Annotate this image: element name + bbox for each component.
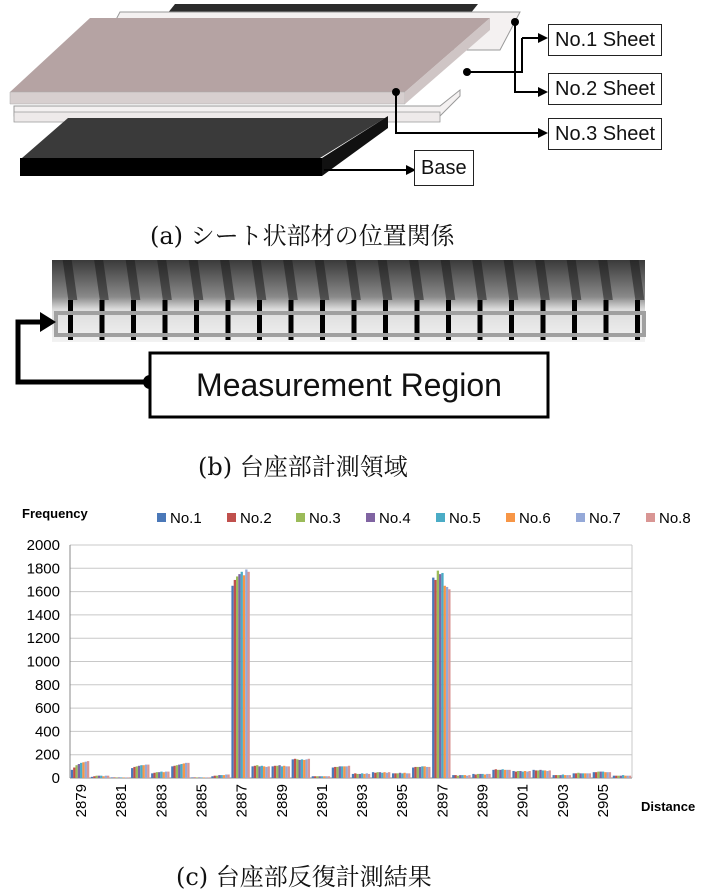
bar bbox=[223, 775, 225, 778]
bar bbox=[241, 572, 243, 778]
bar bbox=[352, 774, 354, 778]
y-tick-label: 600 bbox=[34, 700, 60, 718]
bar bbox=[542, 770, 544, 778]
bar bbox=[620, 776, 622, 778]
bar bbox=[524, 771, 526, 778]
bar bbox=[285, 766, 287, 778]
bar bbox=[399, 773, 401, 778]
bar bbox=[557, 775, 559, 778]
bar bbox=[265, 767, 267, 778]
x-tick-label: 2887 bbox=[233, 784, 251, 818]
bar bbox=[374, 773, 376, 778]
bar bbox=[441, 573, 443, 778]
bar bbox=[497, 770, 499, 778]
x-tick-label: 2903 bbox=[554, 784, 572, 818]
bar bbox=[272, 766, 274, 778]
bar bbox=[276, 766, 278, 778]
bar bbox=[127, 777, 129, 778]
bar bbox=[73, 768, 75, 778]
bar bbox=[156, 772, 158, 778]
bar bbox=[472, 774, 474, 778]
x-tick-label: 2885 bbox=[193, 784, 211, 818]
bar bbox=[408, 773, 410, 778]
bar bbox=[303, 760, 305, 778]
bar bbox=[432, 578, 434, 778]
bar bbox=[577, 773, 579, 778]
legend-label: No.4 bbox=[379, 510, 411, 527]
bar bbox=[604, 772, 606, 778]
bar bbox=[383, 772, 385, 778]
bar bbox=[238, 574, 240, 778]
bar bbox=[421, 766, 423, 778]
y-tick-label: 200 bbox=[34, 746, 60, 764]
bar bbox=[414, 767, 416, 778]
bar bbox=[191, 777, 193, 778]
y-tick-label: 1200 bbox=[26, 630, 60, 648]
bar bbox=[261, 766, 263, 778]
bar bbox=[439, 574, 441, 778]
legend-swatch bbox=[506, 513, 515, 522]
bar bbox=[158, 772, 160, 778]
bar bbox=[495, 769, 497, 778]
legend-label: No.1 bbox=[170, 510, 202, 527]
bar bbox=[346, 766, 348, 778]
legend-swatch bbox=[157, 513, 166, 522]
base-plate-face bbox=[22, 118, 385, 158]
bar bbox=[75, 765, 77, 778]
x-tick-label: 2901 bbox=[514, 784, 532, 818]
bar bbox=[183, 763, 185, 778]
bar bbox=[334, 767, 336, 778]
bar bbox=[105, 776, 107, 778]
legend-label: No.6 bbox=[519, 510, 551, 527]
bar bbox=[544, 770, 546, 778]
bar bbox=[133, 767, 135, 778]
bar bbox=[82, 762, 84, 778]
bar bbox=[424, 766, 426, 778]
bar bbox=[401, 773, 403, 778]
label-sheet3: No.3 Sheet bbox=[548, 118, 662, 150]
bar bbox=[535, 770, 537, 778]
bar bbox=[205, 777, 207, 778]
grid-lines bbox=[70, 545, 632, 778]
bar bbox=[125, 777, 127, 778]
y-tick-label: 800 bbox=[34, 676, 60, 694]
y-tick-labels bbox=[27, 537, 60, 787]
bar bbox=[403, 773, 405, 778]
bar bbox=[348, 766, 350, 778]
bar bbox=[506, 770, 508, 778]
bar bbox=[368, 774, 370, 778]
bar bbox=[131, 768, 133, 778]
bar bbox=[602, 772, 604, 778]
y-tick-label: 1800 bbox=[26, 560, 60, 578]
bar bbox=[136, 766, 138, 778]
bar bbox=[372, 772, 374, 778]
y-tick-label: 1000 bbox=[26, 653, 60, 671]
bar bbox=[140, 765, 142, 778]
bar bbox=[475, 775, 477, 778]
bar bbox=[194, 777, 196, 778]
bar bbox=[356, 774, 358, 778]
bar bbox=[459, 775, 461, 778]
bar bbox=[91, 777, 93, 778]
label-base: Base bbox=[414, 150, 474, 186]
bar bbox=[580, 773, 582, 778]
bar bbox=[593, 772, 595, 778]
bar bbox=[508, 770, 510, 778]
caption-b: (b) 台座部計測領域 bbox=[198, 453, 408, 481]
bar bbox=[294, 759, 296, 778]
bar bbox=[332, 768, 334, 778]
bar bbox=[617, 776, 619, 778]
bar bbox=[388, 772, 390, 778]
bar bbox=[171, 766, 173, 778]
bar bbox=[274, 766, 276, 778]
bar bbox=[575, 773, 577, 778]
bar bbox=[323, 776, 325, 778]
bar bbox=[606, 772, 608, 778]
bar bbox=[85, 762, 87, 778]
bar bbox=[336, 767, 338, 778]
bar bbox=[582, 773, 584, 778]
bar bbox=[321, 776, 323, 778]
bar bbox=[216, 776, 218, 778]
bar bbox=[200, 777, 202, 778]
x-tick-label: 2883 bbox=[153, 784, 171, 818]
bar bbox=[292, 759, 294, 778]
x-tick-label: 2893 bbox=[354, 784, 372, 818]
bar bbox=[122, 777, 124, 778]
bar bbox=[256, 765, 258, 778]
bar bbox=[397, 773, 399, 778]
label-sheet1: No.1 Sheet bbox=[548, 24, 662, 56]
bar bbox=[377, 772, 379, 778]
bar bbox=[278, 765, 280, 778]
bar bbox=[444, 586, 446, 778]
bar bbox=[622, 775, 624, 778]
x-tick-label: 2905 bbox=[594, 784, 612, 818]
bar bbox=[589, 773, 591, 778]
bar bbox=[113, 777, 115, 778]
bar bbox=[301, 759, 303, 778]
bar bbox=[361, 773, 363, 778]
bar bbox=[597, 772, 599, 778]
bar bbox=[227, 775, 229, 778]
bar bbox=[245, 569, 247, 778]
bar bbox=[492, 770, 494, 778]
bar bbox=[595, 772, 597, 778]
bar bbox=[167, 772, 169, 778]
legend-swatch bbox=[646, 513, 655, 522]
bar bbox=[93, 776, 95, 778]
bar bbox=[412, 768, 414, 778]
bar bbox=[484, 775, 486, 778]
bar bbox=[251, 766, 253, 778]
legend-label: No.7 bbox=[589, 510, 621, 527]
bar bbox=[151, 773, 153, 778]
bar bbox=[203, 777, 205, 778]
bar bbox=[417, 767, 419, 778]
bar bbox=[283, 766, 285, 778]
legend-swatch bbox=[366, 513, 375, 522]
bar bbox=[312, 776, 314, 778]
bar bbox=[268, 766, 270, 778]
bar bbox=[198, 777, 200, 778]
legend-label: No.2 bbox=[240, 510, 272, 527]
bar bbox=[539, 770, 541, 778]
bar bbox=[78, 764, 80, 778]
x-tick-label: 2899 bbox=[474, 784, 492, 818]
bar bbox=[118, 777, 120, 778]
x-axis-title: Distance bbox=[641, 799, 696, 814]
bar bbox=[562, 775, 564, 778]
x-tick-label: 2897 bbox=[434, 784, 452, 818]
panel-a-figure bbox=[0, 0, 703, 200]
bar bbox=[236, 576, 238, 778]
bar bbox=[379, 772, 381, 778]
bar bbox=[566, 775, 568, 778]
bar bbox=[461, 775, 463, 778]
x-tick-label: 2889 bbox=[273, 784, 291, 818]
caption-a: (a) シート状部材の位置関係 bbox=[150, 222, 455, 250]
bar bbox=[102, 776, 104, 778]
bar bbox=[80, 763, 82, 778]
bar bbox=[448, 589, 450, 778]
bar bbox=[107, 776, 109, 778]
bar bbox=[468, 775, 470, 778]
bar bbox=[629, 776, 631, 778]
bar bbox=[627, 776, 629, 778]
bar bbox=[457, 776, 459, 778]
bar bbox=[546, 771, 548, 778]
bar bbox=[426, 767, 428, 778]
bar bbox=[160, 772, 162, 778]
bar bbox=[549, 770, 551, 778]
bar bbox=[234, 580, 236, 778]
bar bbox=[464, 775, 466, 778]
bar bbox=[187, 763, 189, 778]
bar bbox=[254, 766, 256, 778]
bar bbox=[185, 763, 187, 778]
bar bbox=[454, 775, 456, 778]
bar bbox=[584, 773, 586, 778]
bar bbox=[512, 771, 514, 778]
bar bbox=[308, 759, 310, 778]
legend-label: No.8 bbox=[659, 510, 691, 527]
bar bbox=[281, 766, 283, 778]
bar bbox=[100, 776, 102, 778]
bar bbox=[553, 775, 555, 778]
legend-label: No.3 bbox=[309, 510, 341, 527]
bar bbox=[258, 766, 260, 778]
bar bbox=[532, 770, 534, 778]
y-tick-label: 0 bbox=[51, 770, 60, 787]
bar bbox=[231, 586, 233, 778]
bar bbox=[248, 572, 250, 778]
bar bbox=[406, 773, 408, 778]
label-sheet2: No.2 Sheet bbox=[548, 73, 662, 105]
x-tick-label: 2879 bbox=[73, 784, 91, 818]
bar bbox=[529, 771, 531, 778]
bar bbox=[143, 765, 145, 778]
frequency-bar-chart bbox=[0, 495, 703, 855]
bar bbox=[221, 775, 223, 778]
bar bbox=[111, 777, 113, 778]
x-tick-label: 2881 bbox=[113, 784, 131, 818]
bar bbox=[522, 772, 524, 778]
bar bbox=[207, 777, 209, 778]
bar bbox=[343, 766, 345, 778]
bar bbox=[319, 776, 321, 778]
bar bbox=[419, 767, 421, 778]
bar bbox=[537, 770, 539, 778]
bar bbox=[381, 773, 383, 778]
legend-swatch bbox=[576, 513, 585, 522]
panel-b-figure bbox=[0, 255, 703, 430]
y-axis-title: Frequency bbox=[22, 506, 88, 521]
bar bbox=[243, 575, 245, 778]
panel-c-chart bbox=[0, 495, 703, 855]
y-tick-label: 1600 bbox=[26, 583, 60, 601]
bar bbox=[366, 773, 368, 778]
bars bbox=[71, 569, 631, 778]
bar bbox=[98, 776, 100, 778]
bar bbox=[479, 774, 481, 778]
measurement-region-label: Measurement Region bbox=[196, 367, 502, 403]
bar bbox=[180, 764, 182, 778]
bar bbox=[314, 776, 316, 778]
bar bbox=[218, 775, 220, 778]
bar bbox=[386, 773, 388, 778]
x-tick-labels bbox=[73, 784, 612, 817]
bar bbox=[328, 776, 330, 778]
bar bbox=[586, 773, 588, 778]
x-tick-label: 2891 bbox=[313, 784, 331, 818]
bar bbox=[363, 774, 365, 778]
bar bbox=[615, 776, 617, 778]
bar bbox=[173, 766, 175, 778]
bar bbox=[437, 571, 439, 778]
bar bbox=[354, 773, 356, 778]
bar bbox=[214, 776, 216, 778]
legend bbox=[157, 510, 691, 527]
legend-swatch bbox=[296, 513, 305, 522]
bar bbox=[477, 774, 479, 778]
bar bbox=[296, 759, 298, 778]
bar bbox=[196, 777, 198, 778]
y-tick-label: 1400 bbox=[26, 606, 60, 624]
bar bbox=[147, 765, 149, 778]
bar bbox=[519, 771, 521, 778]
bar bbox=[165, 772, 167, 778]
bar bbox=[559, 775, 561, 778]
bar bbox=[517, 771, 519, 778]
bar bbox=[609, 772, 611, 778]
bar bbox=[569, 775, 571, 778]
bar bbox=[325, 776, 327, 778]
y-tick-label: 2000 bbox=[26, 537, 60, 554]
bar bbox=[359, 774, 361, 778]
legend-swatch bbox=[227, 513, 236, 522]
bar bbox=[339, 766, 341, 778]
bar bbox=[299, 760, 301, 778]
bar bbox=[564, 775, 566, 778]
bar bbox=[555, 775, 557, 778]
bar bbox=[624, 776, 626, 778]
bar bbox=[446, 587, 448, 778]
bar bbox=[116, 777, 118, 778]
bar bbox=[466, 776, 468, 778]
bar bbox=[145, 765, 147, 778]
bar bbox=[153, 773, 155, 778]
bar bbox=[499, 770, 501, 778]
bar bbox=[316, 776, 318, 778]
bar bbox=[392, 773, 394, 778]
bar bbox=[502, 769, 504, 778]
bar bbox=[176, 765, 178, 778]
bar bbox=[288, 766, 290, 778]
bar bbox=[452, 775, 454, 778]
bar bbox=[573, 773, 575, 778]
caption-c: (c) 台座部反復計測結果 bbox=[176, 863, 432, 891]
bar bbox=[434, 580, 436, 778]
bar bbox=[526, 772, 528, 778]
bar bbox=[225, 775, 227, 778]
bar bbox=[504, 770, 506, 778]
bar bbox=[515, 772, 517, 778]
bar bbox=[428, 767, 430, 778]
y-tick-label: 400 bbox=[34, 723, 60, 741]
bar bbox=[394, 773, 396, 778]
bar bbox=[138, 766, 140, 778]
bar bbox=[163, 772, 165, 778]
bar bbox=[87, 761, 89, 778]
bar bbox=[263, 766, 265, 778]
bar bbox=[341, 766, 343, 778]
bar bbox=[488, 774, 490, 778]
bar bbox=[178, 765, 180, 778]
bar bbox=[96, 776, 98, 778]
bar bbox=[613, 776, 615, 778]
x-tick-label: 2895 bbox=[394, 784, 412, 818]
legend-swatch bbox=[436, 513, 445, 522]
bar bbox=[600, 772, 602, 778]
bar bbox=[120, 777, 122, 778]
bar bbox=[211, 776, 213, 778]
legend-label: No.5 bbox=[449, 510, 481, 527]
sheet-top-edge bbox=[10, 92, 405, 104]
bar bbox=[481, 774, 483, 778]
bar bbox=[305, 759, 307, 778]
bar bbox=[486, 774, 488, 778]
bar bbox=[71, 770, 73, 778]
